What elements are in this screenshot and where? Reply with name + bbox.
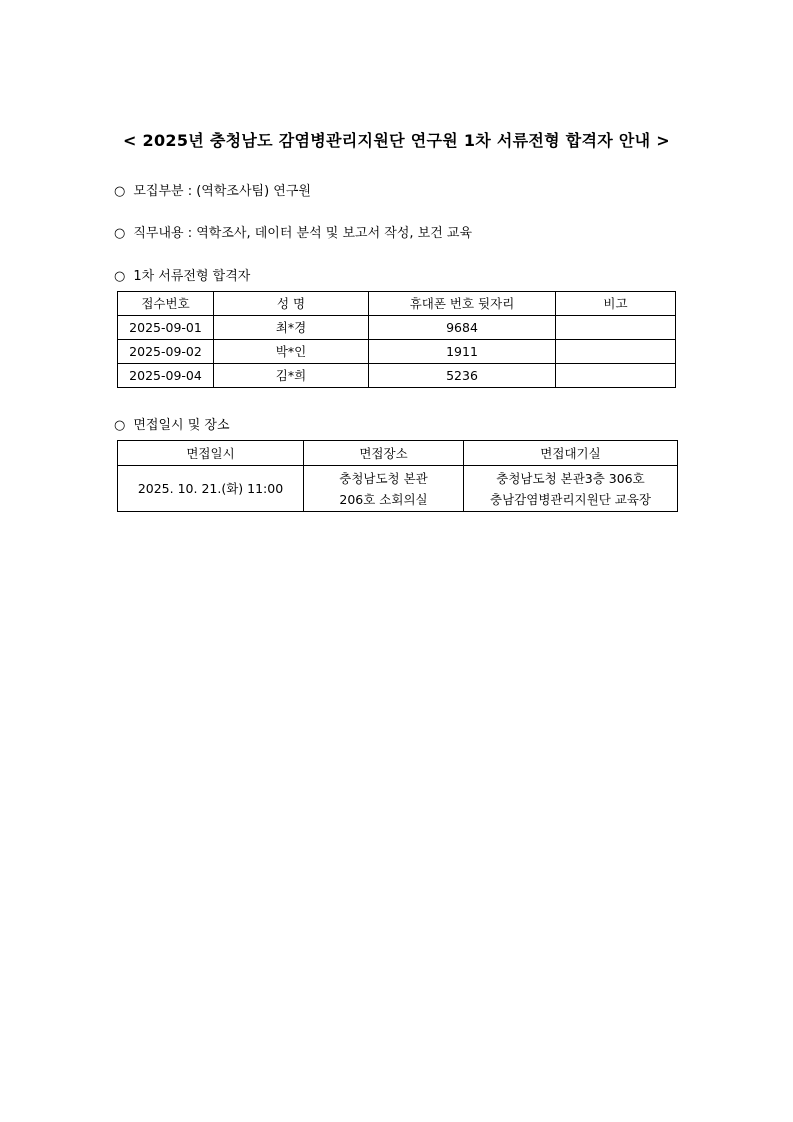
- cell-remarks: [556, 316, 676, 340]
- header-phone-suffix: 휴대폰 번호 뒷자리: [369, 292, 556, 316]
- table-row: [118, 466, 678, 512]
- recruit-text: 모집부분 : (역학조사팀) 연구원: [133, 184, 311, 199]
- header-interview-place: 면접장소: [304, 441, 464, 466]
- cell-receipt-number: 2025-09-04: [118, 364, 214, 388]
- cell-phone-suffix: 9684: [369, 316, 556, 340]
- cell-interview-datetime: 2025. 10. 21.(화) 11:00: [118, 466, 304, 512]
- cell-remarks: [556, 364, 676, 388]
- table-row: [118, 364, 676, 388]
- header-name: 성 명: [214, 292, 369, 316]
- cell-waiting-room: [464, 466, 678, 512]
- header-waiting-room: 면접대기실: [464, 441, 678, 466]
- bullet-circle: ○: [114, 226, 126, 241]
- cell-phone-suffix: 1911: [369, 340, 556, 364]
- place-line-1: 충청남도청 본관: [339, 470, 428, 486]
- cell-receipt-number: 2025-09-01: [118, 316, 214, 340]
- recruit-line: [114, 180, 311, 199]
- bullet-circle: ○: [114, 418, 126, 433]
- table-row: [118, 340, 676, 364]
- interview-heading-line: [114, 414, 230, 433]
- passers-heading: 1차 서류전형 합격자: [133, 269, 251, 284]
- header-remarks: 비고: [556, 292, 676, 316]
- cell-name: 최*경: [214, 316, 369, 340]
- passers-table: [117, 291, 676, 388]
- interview-heading: 면접일시 및 장소: [133, 418, 230, 433]
- table-row: [118, 316, 676, 340]
- passers-heading-line: [114, 265, 250, 284]
- cell-receipt-number: 2025-09-02: [118, 340, 214, 364]
- bullet-circle: ○: [114, 184, 126, 199]
- duty-line: [114, 222, 472, 241]
- waiting-line-1: 충청남도청 본관3층 306호: [496, 470, 645, 486]
- cell-phone-suffix: 5236: [369, 364, 556, 388]
- waiting-line-2: 충남감염병관리지원단 교육장: [490, 491, 651, 507]
- header-receipt-number: 접수번호: [118, 292, 214, 316]
- header-interview-datetime: 면접일시: [118, 441, 304, 466]
- cell-remarks: [556, 340, 676, 364]
- bullet-circle: ○: [114, 269, 126, 284]
- cell-name: 박*인: [214, 340, 369, 364]
- cell-interview-place: [304, 466, 464, 512]
- document-title: < 2025년 충청남도 감염병관리지원단 연구원 1차 서류전형 합격자 안내 >: [122, 131, 671, 150]
- interview-table: [117, 440, 678, 512]
- table-header-row: [118, 441, 678, 466]
- cell-name: 김*희: [214, 364, 369, 388]
- table-header-row: [118, 292, 676, 316]
- place-line-2: 206호 소회의실: [339, 491, 428, 507]
- duty-text: 직무내용 : 역학조사, 데이터 분석 및 보고서 작성, 보건 교육: [133, 226, 473, 241]
